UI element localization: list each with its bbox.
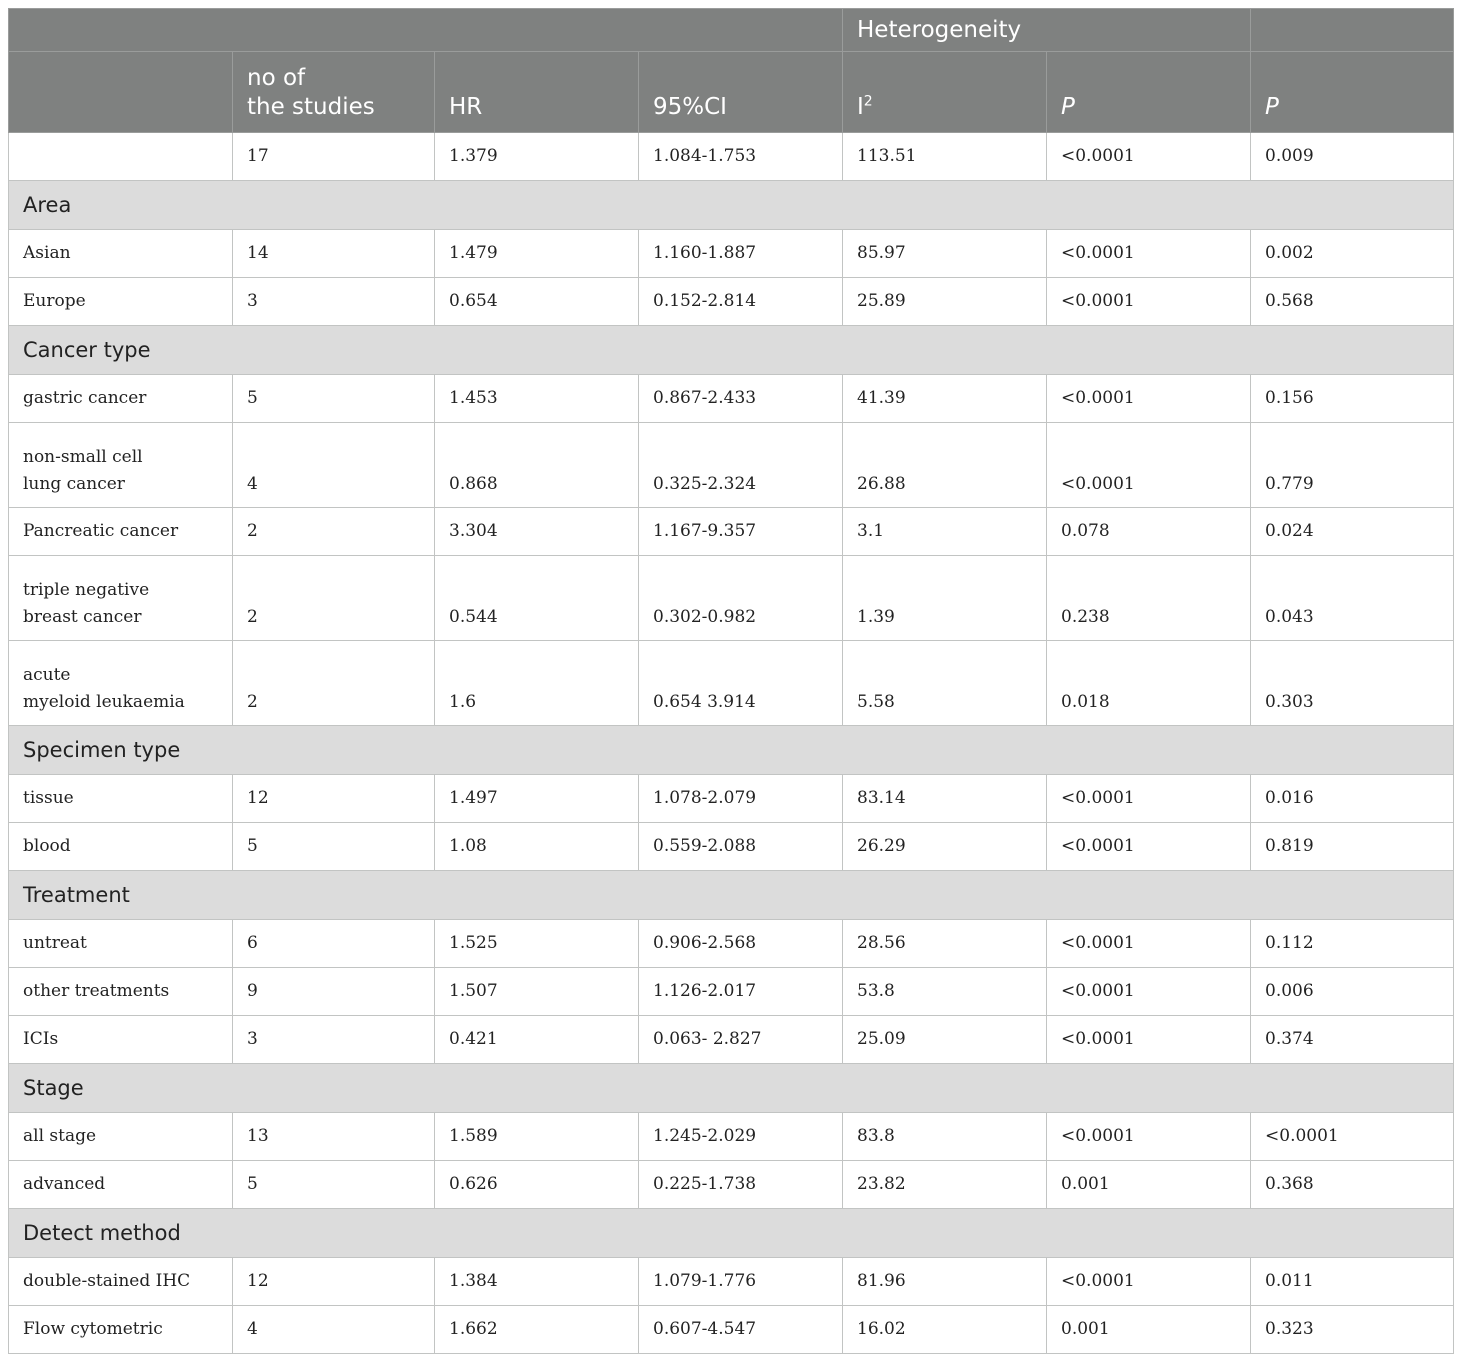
row-p-heterogeneity: <0.0001 bbox=[1047, 423, 1251, 508]
row-i2: 3.1 bbox=[843, 508, 1047, 556]
row-hr: 1.525 bbox=[435, 920, 639, 968]
table-row bbox=[9, 920, 1454, 968]
section-row bbox=[9, 326, 1454, 375]
row-i2: 16.02 bbox=[843, 1306, 1047, 1354]
row-label: Europe bbox=[9, 278, 233, 326]
table-row bbox=[9, 556, 1454, 641]
row-label: other treatments bbox=[9, 968, 233, 1016]
row-studies: 2 bbox=[233, 641, 435, 726]
section-row bbox=[9, 181, 1454, 230]
header-subgroup bbox=[9, 52, 233, 133]
table-row bbox=[9, 278, 1454, 326]
header-studies-line1: no of bbox=[247, 65, 306, 91]
row-p-heterogeneity: 0.001 bbox=[1047, 1306, 1251, 1354]
row-studies: 14 bbox=[233, 230, 435, 278]
overall-label bbox=[9, 133, 233, 181]
row-ci: 1.167-9.357 bbox=[639, 508, 843, 556]
row-i2: 5.58 bbox=[843, 641, 1047, 726]
header-p: P bbox=[1251, 52, 1454, 133]
row-label: tissue bbox=[9, 775, 233, 823]
row-label: untreat bbox=[9, 920, 233, 968]
header-hr: HR bbox=[435, 52, 639, 133]
row-p: 0.024 bbox=[1251, 508, 1454, 556]
row-ci: 0.559-2.088 bbox=[639, 823, 843, 871]
row-studies: 13 bbox=[233, 1113, 435, 1161]
row-ci: 1.160-1.887 bbox=[639, 230, 843, 278]
header-studies-line2: the studies bbox=[247, 94, 375, 120]
row-label: all stage bbox=[9, 1113, 233, 1161]
header-studies bbox=[233, 52, 435, 133]
row-p-heterogeneity: <0.0001 bbox=[1047, 1258, 1251, 1306]
overall-p-het: <0.0001 bbox=[1047, 133, 1251, 181]
row-hr: 3.304 bbox=[435, 508, 639, 556]
header-i2-superscript: 2 bbox=[863, 93, 873, 110]
row-label: double-stained IHC bbox=[9, 1258, 233, 1306]
row-p: 0.374 bbox=[1251, 1016, 1454, 1064]
row-label: acute myeloid leukaemia bbox=[9, 641, 233, 726]
header-blank bbox=[9, 9, 843, 52]
section-title: Area bbox=[9, 181, 1454, 230]
row-studies: 4 bbox=[233, 423, 435, 508]
row-p-heterogeneity: <0.0001 bbox=[1047, 1113, 1251, 1161]
row-p: 0.112 bbox=[1251, 920, 1454, 968]
row-ci: 0.654 3.914 bbox=[639, 641, 843, 726]
row-label: gastric cancer bbox=[9, 375, 233, 423]
row-hr: 0.626 bbox=[435, 1161, 639, 1209]
table-row bbox=[9, 375, 1454, 423]
row-studies: 2 bbox=[233, 508, 435, 556]
row-studies: 12 bbox=[233, 775, 435, 823]
subgroup-analysis-table bbox=[8, 8, 1454, 1354]
row-label: Pancreatic cancer bbox=[9, 508, 233, 556]
row-p-heterogeneity: <0.0001 bbox=[1047, 278, 1251, 326]
row-ci: 0.063- 2.827 bbox=[639, 1016, 843, 1064]
row-p: <0.0001 bbox=[1251, 1113, 1454, 1161]
table-row bbox=[9, 775, 1454, 823]
row-i2: 25.09 bbox=[843, 1016, 1047, 1064]
row-studies: 12 bbox=[233, 1258, 435, 1306]
table-row bbox=[9, 1113, 1454, 1161]
header-heterogeneity: Heterogeneity bbox=[843, 9, 1251, 52]
row-i2: 83.8 bbox=[843, 1113, 1047, 1161]
table-row bbox=[9, 641, 1454, 726]
row-p-heterogeneity: 0.238 bbox=[1047, 556, 1251, 641]
row-p-heterogeneity: 0.018 bbox=[1047, 641, 1251, 726]
row-hr: 0.654 bbox=[435, 278, 639, 326]
row-p: 0.043 bbox=[1251, 556, 1454, 641]
row-studies: 5 bbox=[233, 1161, 435, 1209]
section-row bbox=[9, 1209, 1454, 1258]
row-hr: 1.384 bbox=[435, 1258, 639, 1306]
row-p-heterogeneity: <0.0001 bbox=[1047, 823, 1251, 871]
row-label: non-small cell lung cancer bbox=[9, 423, 233, 508]
section-title: Detect method bbox=[9, 1209, 1454, 1258]
section-row bbox=[9, 726, 1454, 775]
row-hr: 1.589 bbox=[435, 1113, 639, 1161]
row-i2: 1.39 bbox=[843, 556, 1047, 641]
row-studies: 9 bbox=[233, 968, 435, 1016]
row-p: 0.568 bbox=[1251, 278, 1454, 326]
overall-p: 0.009 bbox=[1251, 133, 1454, 181]
section-title: Treatment bbox=[9, 871, 1454, 920]
header-p-heterogeneity: P bbox=[1047, 52, 1251, 133]
row-p: 0.368 bbox=[1251, 1161, 1454, 1209]
section-title: Stage bbox=[9, 1064, 1454, 1113]
row-p-heterogeneity: <0.0001 bbox=[1047, 375, 1251, 423]
table-row bbox=[9, 968, 1454, 1016]
overall-row bbox=[9, 133, 1454, 181]
section-row bbox=[9, 871, 1454, 920]
row-hr: 1.497 bbox=[435, 775, 639, 823]
row-i2: 26.88 bbox=[843, 423, 1047, 508]
row-studies: 3 bbox=[233, 278, 435, 326]
row-p: 0.016 bbox=[1251, 775, 1454, 823]
overall-i2: 113.51 bbox=[843, 133, 1047, 181]
header-i2 bbox=[843, 52, 1047, 133]
row-i2: 83.14 bbox=[843, 775, 1047, 823]
row-hr: 0.421 bbox=[435, 1016, 639, 1064]
row-hr: 1.08 bbox=[435, 823, 639, 871]
row-p: 0.011 bbox=[1251, 1258, 1454, 1306]
row-studies: 4 bbox=[233, 1306, 435, 1354]
row-p-heterogeneity: <0.0001 bbox=[1047, 1016, 1251, 1064]
header-i2-label: I bbox=[857, 94, 864, 120]
row-p: 0.303 bbox=[1251, 641, 1454, 726]
row-label: advanced bbox=[9, 1161, 233, 1209]
row-hr: 0.868 bbox=[435, 423, 639, 508]
header-row-group bbox=[9, 9, 1454, 52]
row-p-heterogeneity: 0.001 bbox=[1047, 1161, 1251, 1209]
section-title: Cancer type bbox=[9, 326, 1454, 375]
table-row bbox=[9, 508, 1454, 556]
row-ci: 1.079-1.776 bbox=[639, 1258, 843, 1306]
row-p-heterogeneity: <0.0001 bbox=[1047, 230, 1251, 278]
overall-hr: 1.379 bbox=[435, 133, 639, 181]
table-row bbox=[9, 1258, 1454, 1306]
row-p-heterogeneity: <0.0001 bbox=[1047, 775, 1251, 823]
table-row bbox=[9, 823, 1454, 871]
row-p: 0.156 bbox=[1251, 375, 1454, 423]
row-p: 0.002 bbox=[1251, 230, 1454, 278]
row-p-heterogeneity: 0.078 bbox=[1047, 508, 1251, 556]
row-label: Asian bbox=[9, 230, 233, 278]
section-title: Specimen type bbox=[9, 726, 1454, 775]
row-i2: 81.96 bbox=[843, 1258, 1047, 1306]
section-row bbox=[9, 1064, 1454, 1113]
row-ci: 0.302-0.982 bbox=[639, 556, 843, 641]
row-p-heterogeneity: <0.0001 bbox=[1047, 968, 1251, 1016]
row-p: 0.819 bbox=[1251, 823, 1454, 871]
row-hr: 1.662 bbox=[435, 1306, 639, 1354]
row-studies: 5 bbox=[233, 375, 435, 423]
table-row bbox=[9, 230, 1454, 278]
row-studies: 5 bbox=[233, 823, 435, 871]
table-body bbox=[9, 133, 1454, 1354]
table-header bbox=[9, 9, 1454, 133]
table-row bbox=[9, 1306, 1454, 1354]
row-studies: 2 bbox=[233, 556, 435, 641]
header-blank-right bbox=[1251, 9, 1454, 52]
row-i2: 23.82 bbox=[843, 1161, 1047, 1209]
row-ci: 0.607-4.547 bbox=[639, 1306, 843, 1354]
row-ci: 1.078-2.079 bbox=[639, 775, 843, 823]
overall-ci: 1.084-1.753 bbox=[639, 133, 843, 181]
row-hr: 1.453 bbox=[435, 375, 639, 423]
table-row bbox=[9, 1016, 1454, 1064]
row-ci: 0.152-2.814 bbox=[639, 278, 843, 326]
row-ci: 0.325-2.324 bbox=[639, 423, 843, 508]
overall-n: 17 bbox=[233, 133, 435, 181]
row-studies: 6 bbox=[233, 920, 435, 968]
row-i2: 85.97 bbox=[843, 230, 1047, 278]
row-ci: 0.867-2.433 bbox=[639, 375, 843, 423]
row-i2: 41.39 bbox=[843, 375, 1047, 423]
row-ci: 1.245-2.029 bbox=[639, 1113, 843, 1161]
row-ci: 0.906-2.568 bbox=[639, 920, 843, 968]
row-i2: 28.56 bbox=[843, 920, 1047, 968]
row-hr: 1.507 bbox=[435, 968, 639, 1016]
row-label: blood bbox=[9, 823, 233, 871]
row-label: ICIs bbox=[9, 1016, 233, 1064]
row-studies: 3 bbox=[233, 1016, 435, 1064]
row-hr: 1.6 bbox=[435, 641, 639, 726]
row-p: 0.323 bbox=[1251, 1306, 1454, 1354]
row-label: triple negative breast cancer bbox=[9, 556, 233, 641]
row-p-heterogeneity: <0.0001 bbox=[1047, 920, 1251, 968]
row-label: Flow cytometric bbox=[9, 1306, 233, 1354]
row-ci: 0.225-1.738 bbox=[639, 1161, 843, 1209]
row-hr: 0.544 bbox=[435, 556, 639, 641]
header-ci: 95%CI bbox=[639, 52, 843, 133]
row-p: 0.779 bbox=[1251, 423, 1454, 508]
header-row-columns bbox=[9, 52, 1454, 133]
table-row bbox=[9, 1161, 1454, 1209]
row-p: 0.006 bbox=[1251, 968, 1454, 1016]
row-i2: 25.89 bbox=[843, 278, 1047, 326]
row-i2: 53.8 bbox=[843, 968, 1047, 1016]
row-ci: 1.126-2.017 bbox=[639, 968, 843, 1016]
table-row bbox=[9, 423, 1454, 508]
row-hr: 1.479 bbox=[435, 230, 639, 278]
row-i2: 26.29 bbox=[843, 823, 1047, 871]
